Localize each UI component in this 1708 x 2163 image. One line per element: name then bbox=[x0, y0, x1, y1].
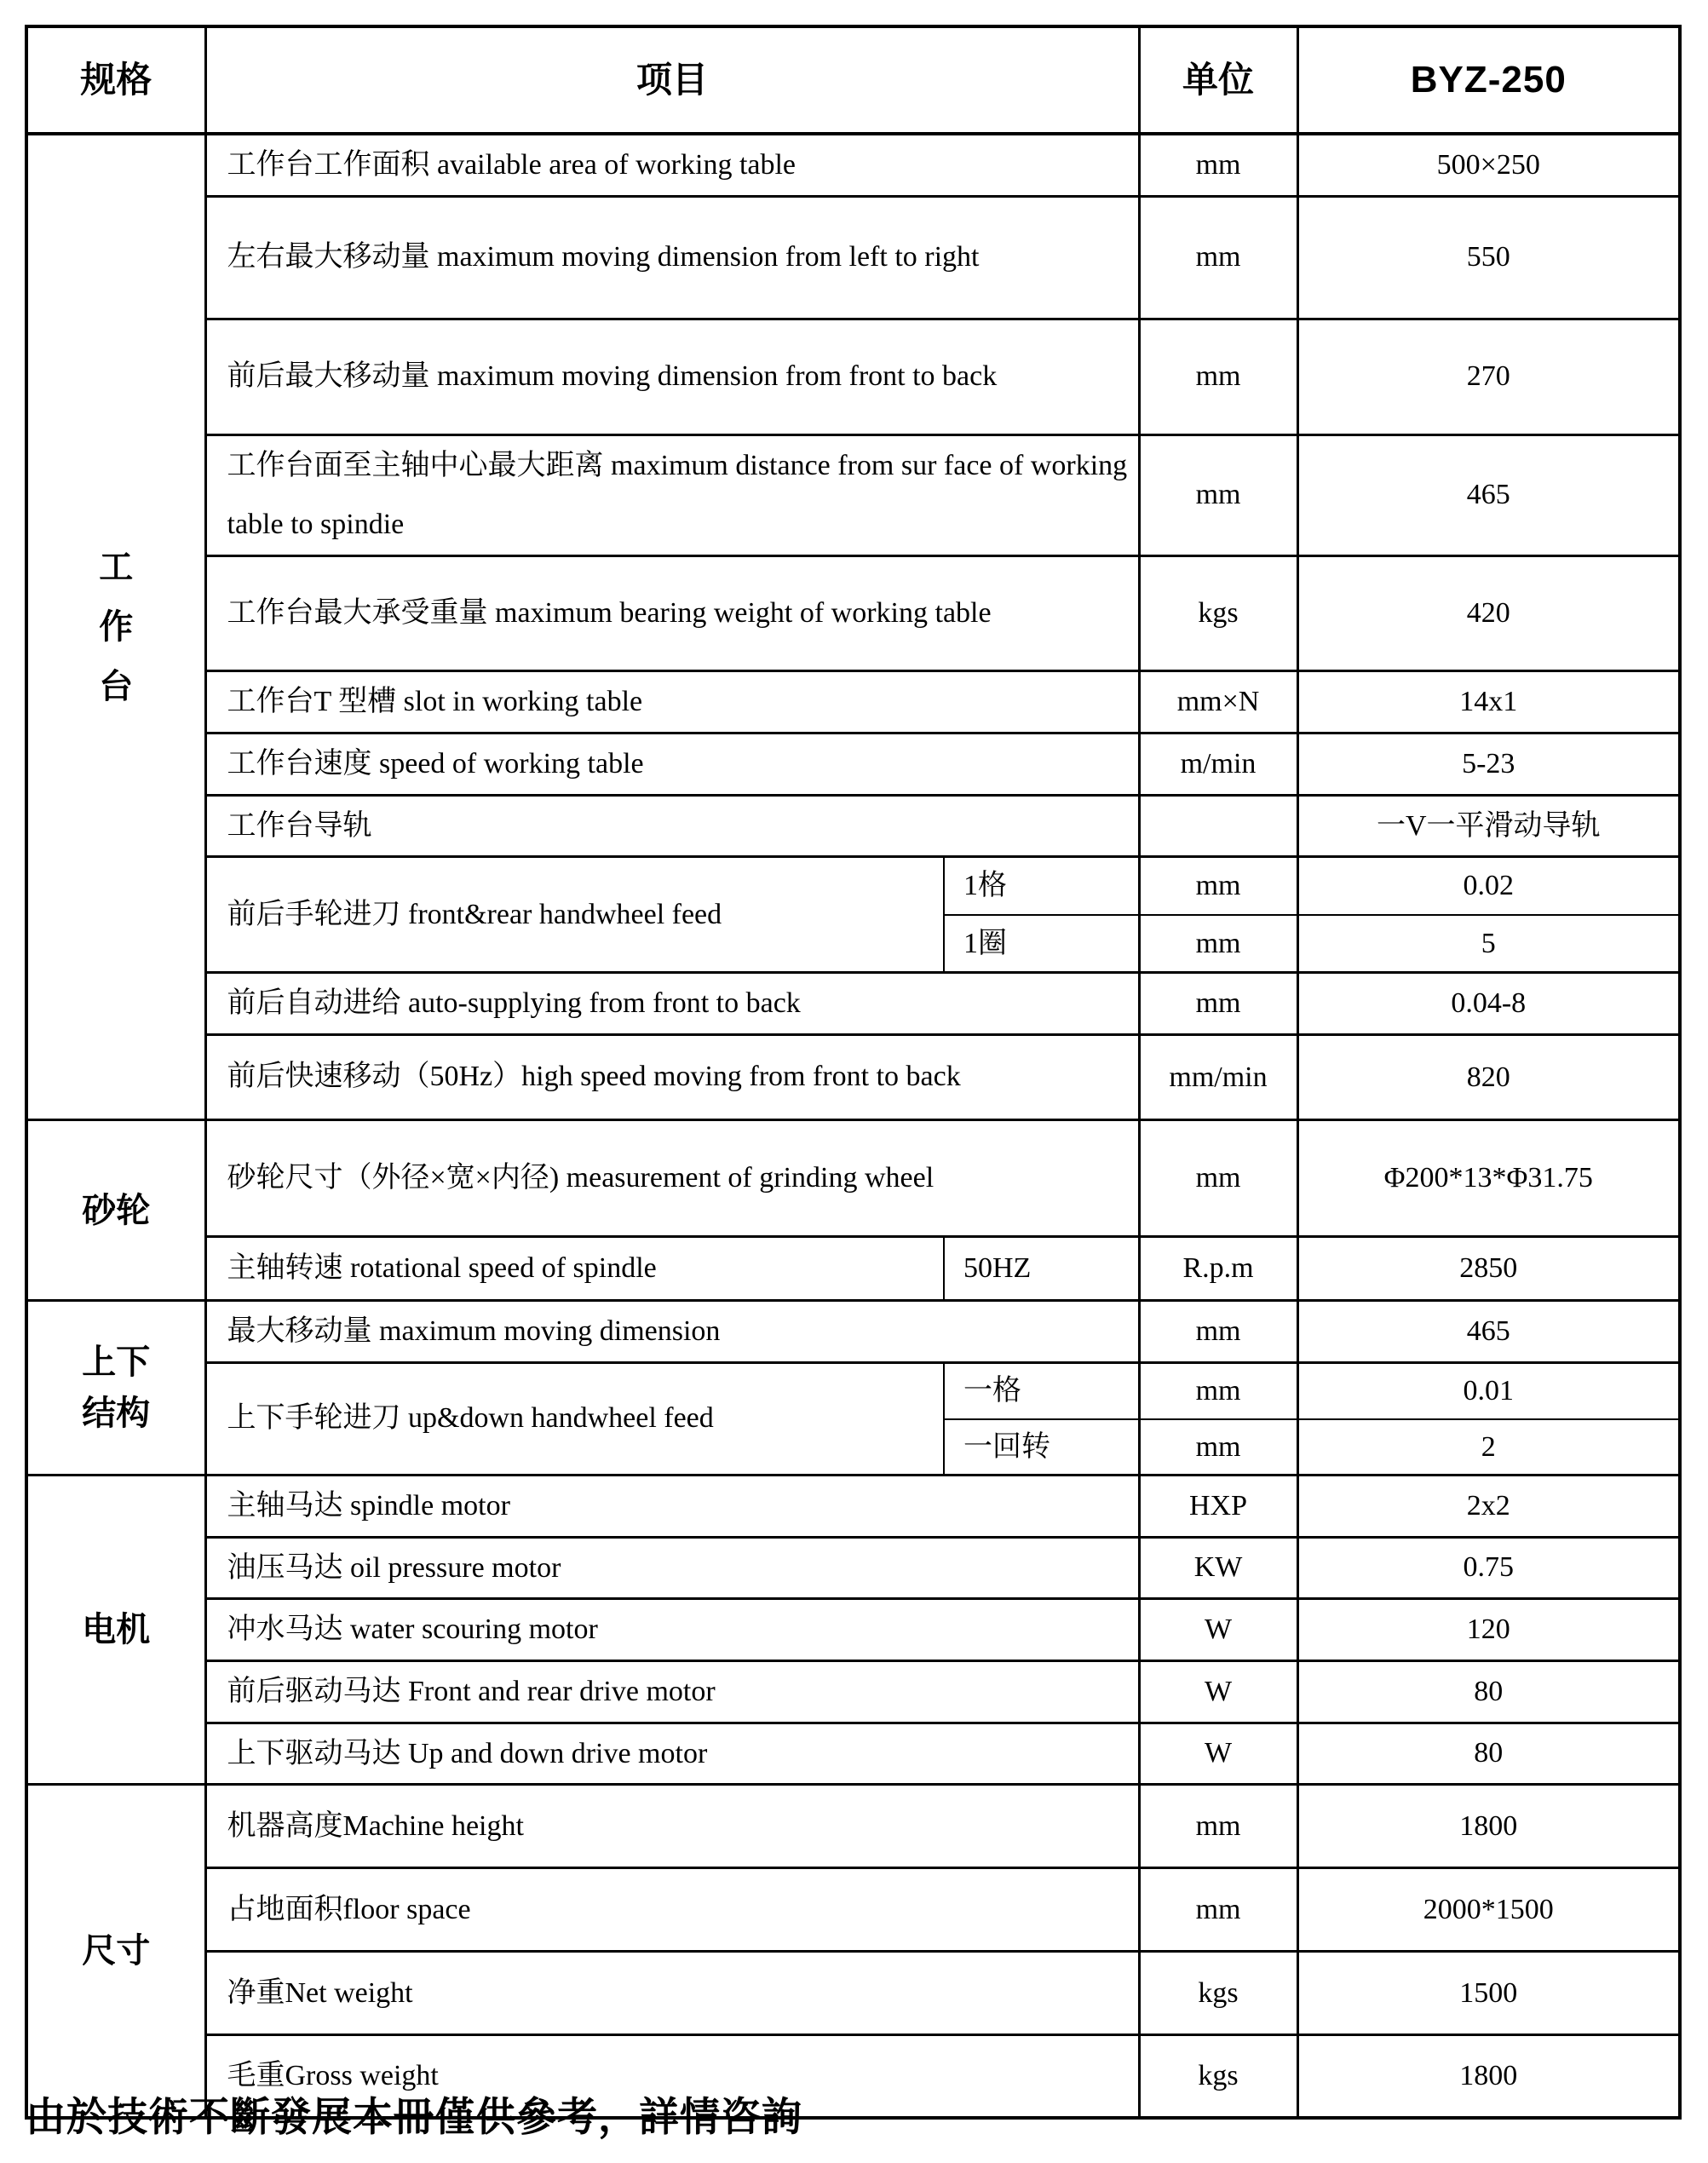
unit-cell: mm bbox=[1139, 915, 1297, 973]
unit-cell: mm bbox=[1139, 1785, 1297, 1868]
unit-cell: m/min bbox=[1139, 733, 1297, 796]
unit-cell: mm bbox=[1139, 1362, 1297, 1419]
unit-cell: KW bbox=[1139, 1537, 1297, 1599]
value-cell: 14x1 bbox=[1297, 671, 1680, 733]
unit-cell: kgs bbox=[1139, 2035, 1297, 2118]
table-row bbox=[26, 134, 1680, 196]
table-row bbox=[26, 1868, 1680, 1952]
table-row bbox=[26, 1120, 1680, 1237]
value-cell: 5-23 bbox=[1297, 733, 1680, 796]
unit-cell: mm bbox=[1139, 319, 1297, 434]
unit-cell: W bbox=[1139, 1599, 1297, 1661]
unit-cell: mm bbox=[1139, 1301, 1297, 1363]
item-cell: 工作台T 型槽 slot in working table bbox=[205, 671, 1139, 733]
section-label-worktable bbox=[26, 134, 205, 1120]
item-cell: 上下手轮进刀 up&down handwheel feed bbox=[205, 1362, 944, 1475]
item-cell: 前后自动进给 auto-supplying from front to back bbox=[205, 973, 1139, 1035]
item-cell: 工作台导轨 bbox=[205, 795, 1139, 857]
unit-cell: mm bbox=[1139, 1868, 1297, 1952]
table-row bbox=[26, 319, 1680, 434]
value-cell: 5 bbox=[1297, 915, 1680, 973]
item-cell: 主轴马达 spindle motor bbox=[205, 1475, 1139, 1537]
header-item-column: 项目 bbox=[205, 26, 1139, 134]
footer-note: 由於技術不斷發展本冊僅供參考，詳情咨詢 bbox=[26, 2094, 802, 2139]
table-row bbox=[26, 1362, 1680, 1419]
table-row bbox=[26, 196, 1680, 319]
table-row bbox=[26, 1723, 1680, 1785]
unit-cell bbox=[1139, 795, 1297, 857]
section-label-updown-structure bbox=[26, 1301, 205, 1476]
spec-table bbox=[25, 25, 1682, 2120]
unit-cell: mm bbox=[1139, 857, 1297, 915]
unit-cell: mm bbox=[1139, 1419, 1297, 1475]
table-row bbox=[26, 1301, 1680, 1363]
unit-cell: kgs bbox=[1139, 1952, 1297, 2035]
item-cell: 工作台工作面积 available area of working table bbox=[205, 134, 1139, 196]
section-label-grinding-wheel bbox=[26, 1120, 205, 1301]
item-cell: 油压马达 oil pressure motor bbox=[205, 1537, 1139, 1599]
section-label-dimensions bbox=[26, 1785, 205, 2118]
value-cell: 500×250 bbox=[1297, 134, 1680, 196]
value-cell: 120 bbox=[1297, 1599, 1680, 1661]
item-cell: 前后快速移动（50Hz）high speed moving from front to back bbox=[205, 1035, 1139, 1120]
value-cell: 465 bbox=[1297, 1301, 1680, 1363]
header-spec-column: 规格 bbox=[26, 26, 205, 134]
item-cell: 工作台速度 speed of working table bbox=[205, 733, 1139, 796]
item-cell: 前后最大移动量 maximum moving dimension from front to back bbox=[205, 319, 1139, 434]
item-cell: 最大移动量 maximum moving dimension bbox=[205, 1301, 1139, 1363]
unit-cell: mm bbox=[1139, 196, 1297, 319]
unit-cell: mm×N bbox=[1139, 671, 1297, 733]
table-row bbox=[26, 434, 1680, 555]
sub-item-cell: 1格 bbox=[944, 857, 1139, 915]
section-label-text: 上下结构 bbox=[82, 1343, 151, 1432]
table-row bbox=[26, 1599, 1680, 1661]
unit-cell: W bbox=[1139, 1660, 1297, 1723]
item-cell: 工作台最大承受重量 maximum bearing weight of working table bbox=[205, 556, 1139, 671]
unit-cell: mm bbox=[1139, 973, 1297, 1035]
section-label-text: 工作台 bbox=[99, 549, 134, 706]
table-row bbox=[26, 1785, 1680, 1868]
item-cell: 前后驱动马达 Front and rear drive motor bbox=[205, 1660, 1139, 1723]
value-cell: 一V一平滑动导轨 bbox=[1297, 795, 1680, 857]
value-cell: 1800 bbox=[1297, 2035, 1680, 2118]
table-row bbox=[26, 1035, 1680, 1120]
sub-item-cell: 一回转 bbox=[944, 1419, 1139, 1475]
item-cell: 冲水马达 water scouring motor bbox=[205, 1599, 1139, 1661]
value-cell: 80 bbox=[1297, 1660, 1680, 1723]
unit-cell: R.p.m bbox=[1139, 1237, 1297, 1301]
table-row bbox=[26, 733, 1680, 796]
sub-item-cell: 一格 bbox=[944, 1362, 1139, 1419]
value-cell: 0.75 bbox=[1297, 1537, 1680, 1599]
value-cell: 2x2 bbox=[1297, 1475, 1680, 1537]
item-cell: 净重Net weight bbox=[205, 1952, 1139, 2035]
item-cell: 砂轮尺寸（外径×宽×内径) measurement of grinding wheel bbox=[205, 1120, 1139, 1237]
value-cell: 420 bbox=[1297, 556, 1680, 671]
unit-cell: W bbox=[1139, 1723, 1297, 1785]
value-cell: 270 bbox=[1297, 319, 1680, 434]
header-model-column: BYZ-250 bbox=[1297, 26, 1680, 134]
value-cell: 1800 bbox=[1297, 1785, 1680, 1868]
table-row bbox=[26, 671, 1680, 733]
sub-item-cell: 50HZ bbox=[944, 1237, 1139, 1301]
item-cell: 工作台面至主轴中心最大距离 maximum distance from sur face of working table to spindie bbox=[205, 434, 1139, 555]
table-row bbox=[26, 1660, 1680, 1723]
unit-cell: mm/min bbox=[1139, 1035, 1297, 1120]
item-cell: 主轴转速 rotational speed of spindle bbox=[205, 1237, 944, 1301]
value-cell: Φ200*13*Φ31.75 bbox=[1297, 1120, 1680, 1237]
section-label-text: 砂轮 bbox=[82, 1191, 151, 1229]
item-cell: 前后手轮进刀 front&rear handwheel feed bbox=[205, 857, 944, 973]
table-row bbox=[26, 1475, 1680, 1537]
table-row bbox=[26, 973, 1680, 1035]
value-cell: 1500 bbox=[1297, 1952, 1680, 2035]
value-cell: 80 bbox=[1297, 1723, 1680, 1785]
table-row bbox=[26, 1952, 1680, 2035]
table-row bbox=[26, 795, 1680, 857]
table-header-row bbox=[26, 26, 1680, 134]
unit-cell: kgs bbox=[1139, 556, 1297, 671]
unit-cell: HXP bbox=[1139, 1475, 1297, 1537]
unit-cell: mm bbox=[1139, 134, 1297, 196]
value-cell: 2000*1500 bbox=[1297, 1868, 1680, 1952]
section-label-text: 尺寸 bbox=[82, 1932, 151, 1970]
value-cell: 0.04-8 bbox=[1297, 973, 1680, 1035]
table-row bbox=[26, 1237, 1680, 1301]
value-cell: 465 bbox=[1297, 434, 1680, 555]
header-unit-column: 单位 bbox=[1139, 26, 1297, 134]
section-label-motor bbox=[26, 1475, 205, 1784]
value-cell: 550 bbox=[1297, 196, 1680, 319]
value-cell: 2 bbox=[1297, 1419, 1680, 1475]
table-row bbox=[26, 556, 1680, 671]
item-cell: 机器高度Machine height bbox=[205, 1785, 1139, 1868]
value-cell: 0.02 bbox=[1297, 857, 1680, 915]
sub-item-cell: 1圈 bbox=[944, 915, 1139, 973]
item-cell: 毛重Gross weight bbox=[205, 2035, 1139, 2118]
value-cell: 0.01 bbox=[1297, 1362, 1680, 1419]
item-cell: 占地面积floor space bbox=[205, 1868, 1139, 1952]
table-row bbox=[26, 857, 1680, 915]
unit-cell: mm bbox=[1139, 1120, 1297, 1237]
item-cell: 左右最大移动量 maximum moving dimension from left to right bbox=[205, 196, 1139, 319]
table-row bbox=[26, 1537, 1680, 1599]
value-cell: 820 bbox=[1297, 1035, 1680, 1120]
unit-cell: mm bbox=[1139, 434, 1297, 555]
section-label-text: 电机 bbox=[82, 1611, 151, 1649]
item-cell: 上下驱动马达 Up and down drive motor bbox=[205, 1723, 1139, 1785]
value-cell: 2850 bbox=[1297, 1237, 1680, 1301]
